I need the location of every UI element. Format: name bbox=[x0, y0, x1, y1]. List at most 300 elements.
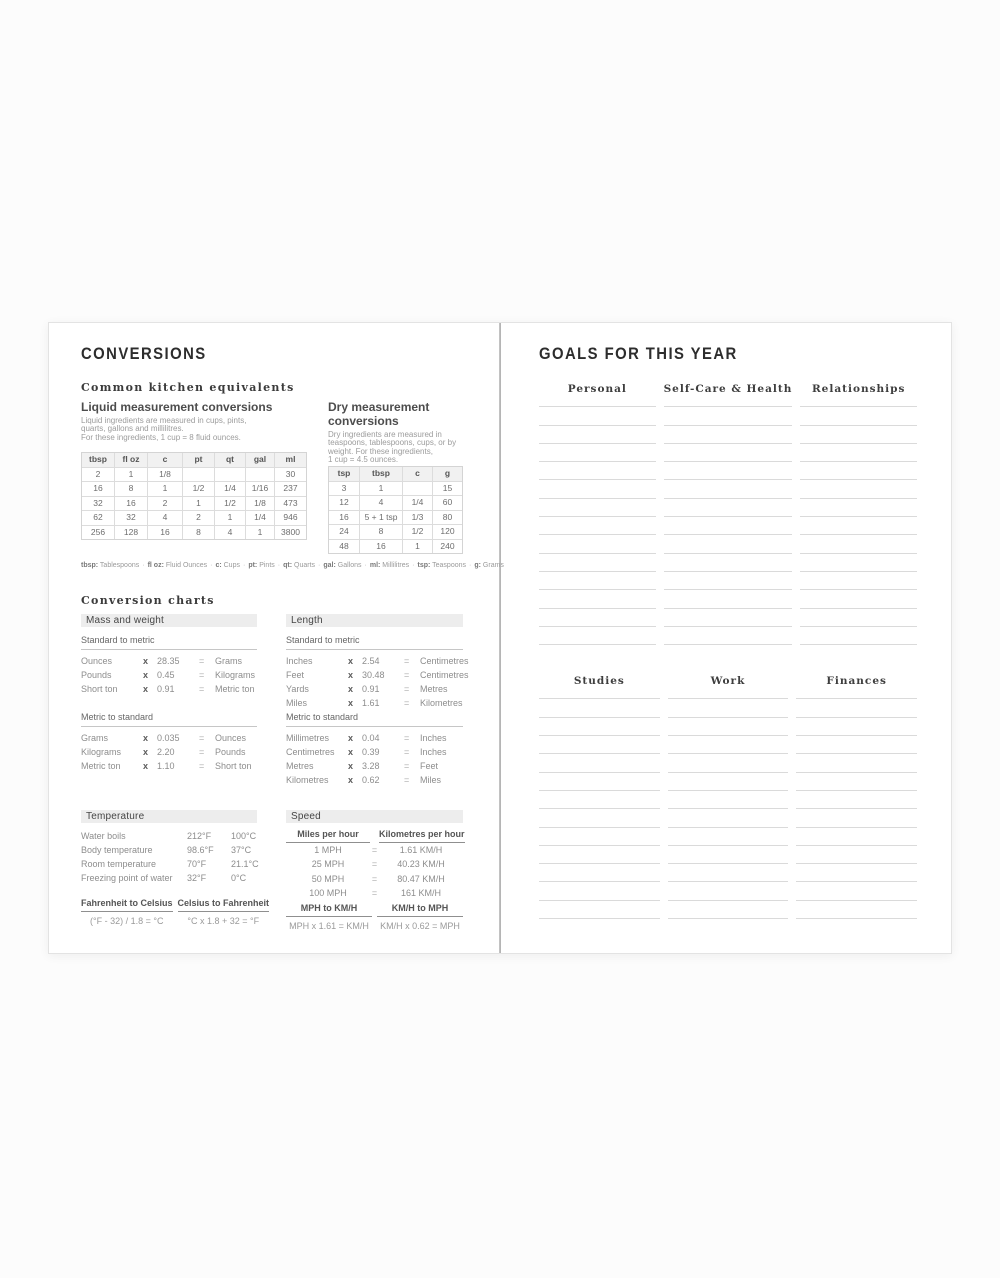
multiply-symbol: x bbox=[348, 747, 354, 757]
table-row bbox=[82, 525, 306, 540]
table-cell: 1/4 bbox=[402, 496, 432, 510]
conversion-result: Grams bbox=[215, 656, 242, 666]
table-row bbox=[82, 481, 306, 496]
table-row bbox=[329, 524, 462, 539]
dry-table bbox=[328, 466, 463, 554]
ruled-line bbox=[539, 773, 660, 791]
ruled-line bbox=[800, 480, 917, 498]
ruled-line bbox=[796, 882, 917, 900]
temperature-row bbox=[81, 829, 257, 843]
goal-column bbox=[800, 383, 917, 645]
ruled-line bbox=[539, 572, 656, 590]
multiply-symbol: x bbox=[348, 670, 354, 680]
goal-category-title: Personal bbox=[567, 383, 627, 395]
table-cell: 1 bbox=[147, 482, 182, 496]
formula-heading: Fahrenheit to Celsius bbox=[81, 898, 173, 912]
speed-col-header-kmh: Kilometres per hour bbox=[379, 829, 465, 843]
conversion-result: Centimetres bbox=[420, 670, 469, 680]
right-page bbox=[500, 323, 951, 953]
fahrenheit-value: 70°F bbox=[187, 859, 207, 869]
conversion-factor: 1.61 bbox=[362, 698, 380, 708]
ruled-line bbox=[668, 718, 789, 736]
formula-heading: MPH to KM/H bbox=[286, 903, 372, 917]
description-line: 1 cup = 4.5 ounces. bbox=[328, 454, 399, 464]
celsius-value: 0°C bbox=[231, 873, 247, 883]
liquid-table bbox=[81, 452, 307, 540]
mph-value: 25 MPH bbox=[311, 859, 345, 870]
table-cell: 2 bbox=[182, 511, 214, 525]
conversion-group bbox=[286, 712, 463, 785]
goal-lines bbox=[668, 681, 789, 919]
goal-column bbox=[539, 383, 656, 645]
table-cell: 473 bbox=[274, 497, 306, 511]
conversion-label: Grams bbox=[81, 733, 108, 743]
equals-symbol: = bbox=[404, 698, 410, 708]
equals-symbol: = bbox=[199, 670, 205, 680]
description-line: weight. For these ingredients, bbox=[328, 446, 433, 456]
table-cell: 1 bbox=[359, 482, 402, 496]
speed-rows bbox=[286, 843, 463, 900]
table-cell: 8 bbox=[114, 482, 147, 496]
goal-lines bbox=[664, 389, 793, 645]
liquid-conversions-heading: Liquid measurement conversions bbox=[81, 400, 273, 414]
table-cell: 12 bbox=[339, 497, 349, 507]
speed-row bbox=[286, 857, 463, 871]
table-cell: 24 bbox=[339, 526, 349, 536]
table-cell: 2 bbox=[95, 468, 101, 479]
table-header-cell: gal bbox=[245, 453, 274, 467]
ruled-line bbox=[796, 791, 917, 809]
conversion-label: Inches bbox=[286, 656, 313, 666]
ruled-line bbox=[539, 846, 660, 864]
conversion-label: Miles bbox=[286, 698, 308, 708]
conversion-row bbox=[286, 654, 469, 668]
multiply-symbol: x bbox=[348, 761, 354, 771]
goal-lines bbox=[796, 681, 917, 919]
conversion-factor: 2.54 bbox=[362, 656, 380, 666]
footnote-abbreviation: gal: bbox=[323, 562, 336, 569]
ruled-line bbox=[539, 609, 656, 627]
table-row bbox=[82, 510, 306, 525]
ruled-line bbox=[800, 407, 917, 425]
footnote-separator: · bbox=[242, 562, 246, 569]
ruled-line bbox=[796, 901, 917, 919]
goal-column bbox=[668, 675, 789, 919]
equals-symbol: = bbox=[199, 656, 205, 666]
conversion-factor: 0.91 bbox=[157, 684, 175, 694]
liquid-desc bbox=[81, 417, 307, 450]
conversion-factor: 0.39 bbox=[362, 747, 380, 757]
conversion-result: Kilometres bbox=[420, 698, 463, 708]
temperature-label: Body temperature bbox=[81, 845, 153, 855]
conversion-result: Pounds bbox=[215, 747, 246, 757]
ruled-line bbox=[800, 517, 917, 535]
ruled-line bbox=[664, 517, 793, 535]
footnote-abbreviation: pt: bbox=[248, 562, 258, 569]
equals-symbol: = bbox=[404, 670, 410, 680]
ruled-line bbox=[796, 736, 917, 754]
table-cell: 1/2 bbox=[214, 497, 245, 511]
temperature-label: Freezing point of water bbox=[81, 873, 173, 883]
equals-symbol: = bbox=[199, 684, 205, 694]
conversion-row bbox=[286, 759, 463, 773]
conversion-label: Kilograms bbox=[81, 747, 122, 757]
table-cell: 237 bbox=[274, 482, 306, 496]
ruled-line bbox=[539, 426, 656, 444]
footnote-item: qt: Quarts bbox=[283, 562, 316, 569]
description-line: teaspoons, tablespoons, cups, or by bbox=[328, 438, 457, 448]
goal-column bbox=[796, 675, 917, 919]
table-row bbox=[82, 467, 306, 482]
speed-formulas bbox=[286, 903, 463, 931]
conversion-label: Centimetres bbox=[286, 747, 335, 757]
ruled-line bbox=[664, 590, 793, 608]
conversion-row bbox=[286, 682, 463, 696]
conversion-label: Feet bbox=[286, 670, 305, 680]
dry-desc bbox=[328, 431, 463, 464]
ruled-line bbox=[539, 407, 656, 425]
table-cell: 4 bbox=[359, 496, 402, 510]
section-speed bbox=[286, 810, 463, 931]
formula-text: °C x 1.8 + 32 = °F bbox=[187, 916, 260, 926]
ruled-line bbox=[539, 517, 656, 535]
ruled-line bbox=[539, 809, 660, 827]
description-line: Liquid ingredients are measured in cups, pints, bbox=[81, 416, 247, 425]
planner-spread bbox=[48, 322, 952, 954]
table-cell: 4 bbox=[214, 526, 245, 540]
conversion-factor: 0.45 bbox=[157, 670, 175, 680]
kmh-value: 40.23 KM/H bbox=[397, 859, 445, 870]
footnote-separator: · bbox=[210, 562, 213, 569]
ruled-line bbox=[668, 846, 789, 864]
ruled-line bbox=[668, 699, 789, 717]
table-cell: 48 bbox=[339, 540, 349, 551]
speed-column-headers bbox=[286, 829, 463, 843]
footnote-item: ml: Millilitres bbox=[369, 562, 410, 569]
equals-symbol: = bbox=[199, 747, 205, 757]
ruled-line bbox=[664, 462, 793, 480]
kmh-value: 161 KM/H bbox=[400, 887, 442, 898]
table-cell: 1/3 bbox=[402, 511, 432, 525]
table-cell bbox=[402, 482, 432, 496]
ruled-line bbox=[800, 627, 917, 645]
ruled-line bbox=[664, 627, 793, 645]
table-row bbox=[82, 496, 306, 511]
table-header-cell: tsp bbox=[337, 468, 351, 478]
formula-text: KM/H x 0.62 = MPH bbox=[380, 921, 460, 932]
conversion-charts-heading: Conversion charts bbox=[81, 594, 215, 607]
conversion-result: Kilograms bbox=[215, 670, 256, 680]
dry-column bbox=[328, 400, 463, 554]
table-cell bbox=[214, 468, 245, 482]
conversion-result: Metres bbox=[420, 684, 448, 694]
page-title-conversions: CONVERSIONS bbox=[81, 345, 207, 363]
temperature-row bbox=[81, 843, 257, 857]
ruled-line bbox=[796, 754, 917, 772]
conversion-factor: 3.28 bbox=[362, 761, 380, 771]
goal-category-title: Relationships bbox=[811, 383, 906, 395]
temperature-label: Water boils bbox=[81, 831, 126, 841]
ruled-line bbox=[664, 407, 793, 425]
table-cell: 1/4 bbox=[245, 511, 274, 525]
footnote-separator: · bbox=[412, 562, 415, 569]
ruled-line bbox=[539, 901, 660, 919]
goal-lines bbox=[800, 389, 917, 645]
footnote-item: gal: Gallons bbox=[323, 562, 362, 569]
conversion-label: Short ton bbox=[81, 684, 118, 694]
measurement-tables-area bbox=[81, 400, 461, 554]
table-cell: 4 bbox=[147, 511, 182, 525]
equals-symbol: = bbox=[404, 761, 410, 771]
footnote-item: g: Grams bbox=[474, 562, 504, 569]
footnote-separator: · bbox=[277, 562, 281, 569]
spacer bbox=[370, 829, 379, 843]
goals-block-1 bbox=[539, 383, 917, 645]
ruled-line bbox=[539, 499, 656, 517]
equals-symbol: = bbox=[199, 733, 205, 743]
ruled-line bbox=[539, 444, 656, 462]
section-temperature bbox=[81, 810, 270, 931]
table-header-row bbox=[329, 467, 462, 481]
multiply-symbol: x bbox=[348, 733, 354, 743]
table-cell: 1/2 bbox=[182, 482, 214, 496]
table-cell: 1 bbox=[182, 497, 214, 511]
equals-symbol: = bbox=[371, 873, 378, 884]
footnote-separator: · bbox=[142, 562, 145, 569]
table-header-cell: qt bbox=[214, 453, 245, 467]
ruled-line bbox=[668, 754, 789, 772]
conversion-label: Yards bbox=[286, 684, 309, 694]
table-cell: 1 bbox=[245, 526, 274, 540]
conversion-factor: 1.10 bbox=[157, 761, 175, 771]
multiply-symbol: x bbox=[348, 684, 354, 694]
section-band: Mass and weight bbox=[81, 614, 257, 627]
table-cell: 16 bbox=[359, 540, 402, 554]
table-header-row bbox=[82, 453, 306, 467]
ruled-line bbox=[539, 462, 656, 480]
conversion-row bbox=[81, 745, 257, 759]
table-header-cell: c bbox=[402, 467, 432, 481]
footnote-separator: · bbox=[364, 562, 367, 569]
footnote-abbreviation: qt: bbox=[283, 562, 293, 569]
section-length bbox=[286, 614, 469, 810]
ruled-line bbox=[664, 480, 793, 498]
footnote-abbreviation: tsp: bbox=[417, 562, 431, 569]
ruled-line bbox=[800, 426, 917, 444]
ruled-line bbox=[800, 444, 917, 462]
fahrenheit-value: 32°F bbox=[187, 873, 207, 883]
multiply-symbol: x bbox=[143, 747, 149, 757]
ruled-line bbox=[668, 736, 789, 754]
ruled-line bbox=[539, 736, 660, 754]
ruled-line bbox=[664, 535, 793, 553]
footnote-separator: · bbox=[469, 562, 472, 569]
conversion-factor: 0.035 bbox=[157, 733, 180, 743]
table-cell: 3800 bbox=[274, 526, 306, 540]
kitchen-equivalents-heading: Common kitchen equivalents bbox=[81, 381, 295, 394]
multiply-symbol: x bbox=[143, 656, 149, 666]
footnote-abbreviation: ml: bbox=[369, 562, 381, 569]
footnote-item: fl oz: Fluid Ounces bbox=[147, 562, 208, 569]
description-line: quarts, gallons and millilitres. bbox=[81, 424, 184, 434]
ruled-line bbox=[539, 480, 656, 498]
table-cell: 32 bbox=[114, 511, 147, 525]
ruled-line bbox=[796, 828, 917, 846]
goal-column bbox=[539, 675, 660, 919]
ruled-line bbox=[539, 754, 660, 772]
formula-column bbox=[81, 898, 173, 926]
conversion-label: Millimetres bbox=[286, 733, 330, 743]
temperature-formulas bbox=[81, 898, 270, 926]
ruled-line bbox=[664, 444, 793, 462]
conversion-result: Feet bbox=[420, 761, 439, 771]
ruled-line bbox=[668, 809, 789, 827]
footnote-item: tsp: Teaspoons bbox=[417, 562, 467, 569]
formula-column bbox=[377, 903, 463, 931]
conversion-row bbox=[286, 745, 463, 759]
conversion-factor: 0.04 bbox=[362, 733, 380, 743]
table-header-cell: c bbox=[147, 453, 182, 467]
conversion-result: Ounces bbox=[215, 733, 247, 743]
mph-value: 100 MPH bbox=[309, 887, 347, 898]
formula-text: (°F - 32) / 1.8 = °C bbox=[90, 916, 164, 926]
abbreviation-footnote bbox=[81, 562, 504, 569]
table-cell: 62 bbox=[93, 512, 103, 522]
temperature-row bbox=[81, 871, 257, 885]
table-cell: 946 bbox=[274, 511, 306, 525]
goal-lines bbox=[539, 389, 656, 645]
conversion-result: Miles bbox=[420, 775, 442, 785]
goal-category-title: Self-Care & Health bbox=[663, 383, 793, 395]
multiply-symbol: x bbox=[143, 670, 149, 680]
equals-symbol: = bbox=[404, 656, 410, 666]
conversion-result: Metric ton bbox=[215, 684, 255, 694]
table-cell: 16 bbox=[147, 526, 182, 540]
table-cell: 240 bbox=[432, 540, 462, 554]
equals-symbol: = bbox=[371, 887, 378, 898]
equals-symbol: = bbox=[371, 859, 378, 870]
description-line: For these ingredients, 1 cup = 8 fluid ounces. bbox=[81, 432, 241, 442]
conversion-result: Inches bbox=[420, 733, 447, 743]
goal-category-title: Studies bbox=[573, 675, 625, 688]
table-header-cell: fl oz bbox=[114, 453, 147, 467]
table-cell: 16 bbox=[339, 511, 349, 522]
multiply-symbol: x bbox=[348, 698, 354, 708]
table-cell: 2 bbox=[147, 497, 182, 511]
ruled-line bbox=[796, 846, 917, 864]
table-cell: 1/16 bbox=[245, 482, 274, 496]
ruled-line bbox=[800, 590, 917, 608]
ruled-line bbox=[668, 882, 789, 900]
conversion-group bbox=[286, 635, 469, 708]
conversion-label: Metres bbox=[286, 761, 314, 771]
conversion-result: Inches bbox=[420, 747, 447, 757]
ruled-line bbox=[668, 828, 789, 846]
speed-band: Speed bbox=[286, 810, 463, 823]
section-mass-and-weight bbox=[81, 614, 257, 810]
ruled-line bbox=[668, 901, 789, 919]
conversion-row bbox=[286, 668, 469, 682]
conversion-row bbox=[81, 668, 257, 682]
ruled-line bbox=[539, 535, 656, 553]
equals-symbol: = bbox=[404, 747, 410, 757]
multiply-symbol: x bbox=[348, 775, 354, 785]
ruled-line bbox=[664, 572, 793, 590]
conversion-factor: 28.35 bbox=[157, 656, 180, 666]
formula-column bbox=[178, 898, 270, 926]
table-cell: 15 bbox=[432, 482, 462, 496]
ruled-line bbox=[539, 882, 660, 900]
formula-text: MPH x 1.61 = KM/H bbox=[289, 921, 369, 932]
conversion-row bbox=[81, 682, 257, 696]
table-header-cell: tbsp bbox=[89, 454, 107, 464]
formula-heading: KM/H to MPH bbox=[377, 903, 463, 917]
ruled-line bbox=[539, 864, 660, 882]
fahrenheit-value: 212°F bbox=[187, 831, 212, 841]
conversion-label: Metric ton bbox=[81, 761, 121, 771]
ruled-line bbox=[664, 426, 793, 444]
table-cell: 3 bbox=[341, 482, 347, 493]
formula-heading: Celsius to Fahrenheit bbox=[178, 898, 270, 912]
ruled-line bbox=[800, 554, 917, 572]
ruled-line bbox=[800, 609, 917, 627]
conversion-factor: 0.62 bbox=[362, 775, 380, 785]
conversion-label: Kilometres bbox=[286, 775, 329, 785]
conversion-label: Ounces bbox=[81, 656, 113, 666]
conversion-row bbox=[286, 773, 463, 787]
table-cell: 1/2 bbox=[402, 525, 432, 539]
table-cell: 1/8 bbox=[147, 468, 182, 482]
conversion-group bbox=[81, 635, 257, 704]
footnote-abbreviation: fl oz: bbox=[147, 562, 164, 569]
left-page bbox=[49, 323, 504, 953]
temperature-label: Room temperature bbox=[81, 859, 157, 869]
goal-category-title: Work bbox=[710, 675, 746, 688]
ruled-line bbox=[539, 554, 656, 572]
ruled-line bbox=[664, 609, 793, 627]
speed-col-header-mph: Miles per hour bbox=[286, 829, 370, 843]
group-heading: Metric to standard bbox=[286, 712, 463, 727]
page-title-goals: GOALS FOR THIS YEAR bbox=[539, 345, 738, 363]
table-cell: 5 + 1 tsp bbox=[359, 511, 402, 525]
conversion-result: Short ton bbox=[215, 761, 252, 771]
temperature-row bbox=[81, 857, 257, 871]
ruled-line bbox=[796, 809, 917, 827]
table-row bbox=[329, 510, 462, 525]
table-cell: 32 bbox=[93, 497, 103, 508]
celsius-value: 100°C bbox=[231, 831, 257, 841]
fahrenheit-value: 98.6°F bbox=[187, 845, 214, 855]
ruled-line bbox=[539, 590, 656, 608]
table-cell: 1 bbox=[402, 540, 432, 554]
conversion-factor: 0.91 bbox=[362, 684, 380, 694]
conversion-row bbox=[286, 696, 463, 710]
conversion-row bbox=[81, 731, 257, 745]
equals-symbol: = bbox=[404, 684, 410, 694]
table-cell: 16 bbox=[93, 483, 103, 493]
table-cell: 60 bbox=[432, 496, 462, 510]
ruled-line bbox=[539, 718, 660, 736]
table-cell: 80 bbox=[432, 511, 462, 525]
table-cell bbox=[182, 468, 214, 482]
table-cell: 1 bbox=[114, 468, 147, 482]
table-row bbox=[329, 539, 462, 554]
goals-block-2 bbox=[539, 675, 917, 919]
celsius-value: 37°C bbox=[231, 845, 252, 855]
ruled-line bbox=[539, 627, 656, 645]
table-cell: 256 bbox=[90, 526, 106, 537]
footnote-abbreviation: g: bbox=[474, 562, 481, 569]
